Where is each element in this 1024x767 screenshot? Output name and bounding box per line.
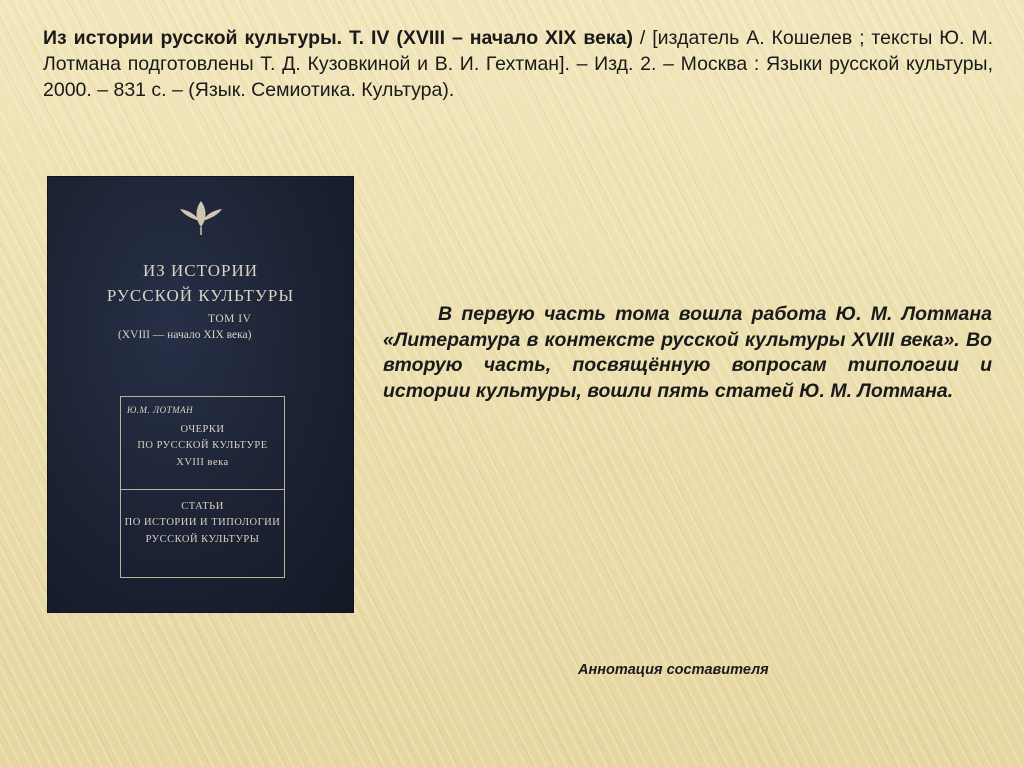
annotation-caption: Аннотация составителя xyxy=(578,662,769,678)
bibliographic-citation xyxy=(43,26,993,104)
book-cover-divider xyxy=(121,489,284,490)
book-cover-part2: СТАТЬИ ПО ИСТОРИИ И ТИПОЛОГИИ РУССКОЙ КУЛЬТУРЫ xyxy=(124,501,281,545)
book-cover-contents-frame xyxy=(120,396,285,578)
leaf-emblem-icon xyxy=(176,197,226,237)
book-cover-image xyxy=(48,177,353,612)
citation-title: Из истории русской культуры. Т. IV (XVIII – начало XIX века) xyxy=(43,27,634,49)
book-cover-period: (XVIII — начало XIX века) xyxy=(118,329,252,341)
book-cover-title: ИЗ ИСТОРИИ РУССКОЙ КУЛЬТУРЫ xyxy=(106,261,295,305)
book-cover-author: Ю.М. ЛОТМАН xyxy=(127,405,194,415)
book-cover-volume: ТОМ IV xyxy=(208,313,252,325)
annotation-text: В первую часть тома вошла работа Ю. М. Лотмана «Литература в контексте русской культуры XVIII века». Во вторую часть, посвящённую вопросам типологии и истории культуры, вошли пять статей Ю. М. Лотмана. xyxy=(383,303,992,403)
citation-details: / [издатель А. Кошелев ; тексты Ю. М. Лотмана подготовлены Т. Д. Кузовкиной и В. И. Гехтман]. – Изд. 2. – Москва : Языки русской культуры, 2000. – 831 с. – (Язык. Семиотика. Культура). xyxy=(43,27,993,101)
book-cover-part1: ОЧЕРКИ ПО РУССКОЙ КУЛЬТУРЕ XVIII века xyxy=(137,424,268,468)
